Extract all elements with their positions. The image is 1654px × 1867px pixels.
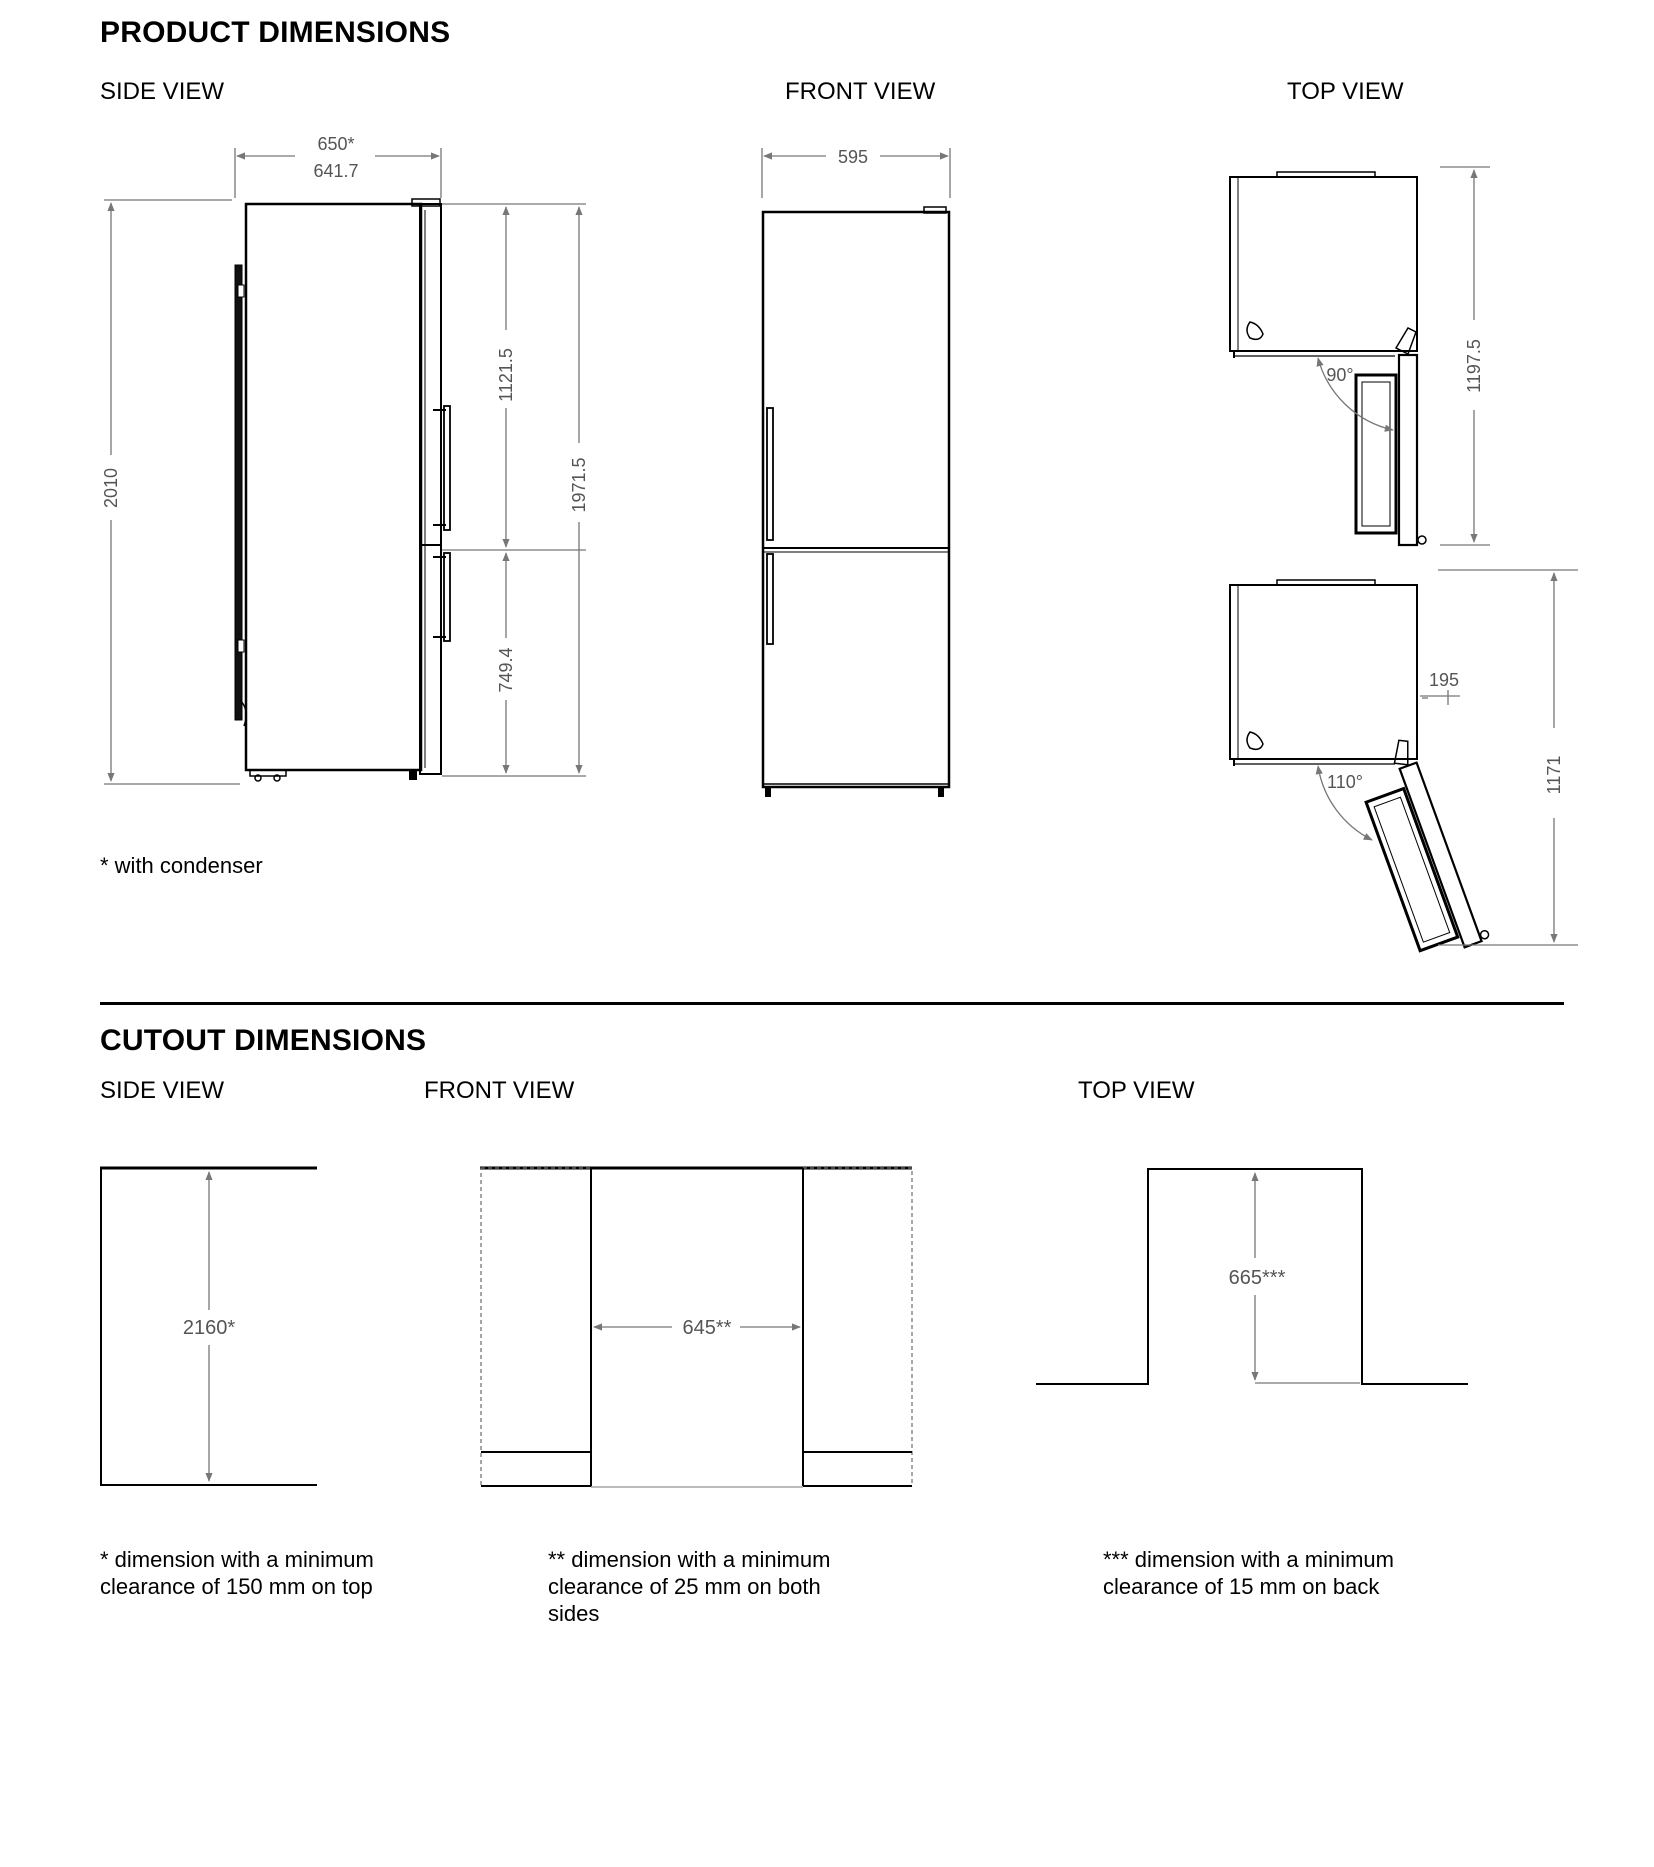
- side-total-height-label: 2010: [101, 467, 121, 509]
- cutout-side-note-line-1: * dimension with a minimum: [100, 1547, 374, 1572]
- cutout-side-view-label: SIDE VIEW: [100, 1077, 225, 1104]
- cutout-dimensions-title: CUTOUT DIMENSIONS: [100, 1024, 427, 1057]
- top90-depth-label: 1197.5: [1464, 339, 1484, 393]
- top90-angle-label: 90°: [1326, 365, 1354, 385]
- side-door-strip: [420, 204, 441, 774]
- cutout-front-note-line-2: clearance of 25 mm on both: [548, 1574, 821, 1599]
- side-fridge-body: [246, 204, 421, 770]
- cutout-width-label: 645**: [682, 1317, 732, 1339]
- top110-fridge-body: [1230, 585, 1417, 759]
- cutout-front-view-label: FRONT VIEW: [424, 1077, 575, 1104]
- product-top-view-label: TOP VIEW: [1287, 78, 1404, 105]
- cutout-top-note-line-2: clearance of 15 mm on back: [1103, 1574, 1380, 1599]
- product-top-view-110-drawing: [1230, 570, 1578, 962]
- cutout-height-label: 2160*: [182, 1317, 236, 1339]
- side-depth-condenser-label: 650*: [317, 134, 355, 154]
- side-body-height-label: 1971.5: [569, 457, 589, 513]
- product-front-view-drawing: [762, 147, 950, 797]
- product-top-view-90-drawing: [1230, 167, 1490, 545]
- cutout-top-view-drawing: [1036, 1169, 1468, 1384]
- cutout-depth-label: 665***: [1228, 1267, 1286, 1289]
- condenser-note: * with condenser: [100, 853, 263, 878]
- cutout-top-note-line-1: *** dimension with a minimum: [1103, 1547, 1394, 1572]
- product-side-view-label: SIDE VIEW: [100, 78, 225, 105]
- front-width-label: 595: [837, 147, 869, 167]
- front-lower-handle: [767, 554, 773, 644]
- top90-open-door: [1356, 328, 1426, 545]
- front-fridge-body: [763, 212, 949, 787]
- front-upper-handle: [767, 408, 773, 540]
- cutout-top-view-label: TOP VIEW: [1078, 1077, 1195, 1104]
- cutout-side-view-drawing: [100, 1168, 317, 1485]
- cutout-front-view-drawing: [480, 1168, 912, 1487]
- product-side-view-drawing: [101, 134, 589, 784]
- top110-angle-label: 110°: [1327, 772, 1363, 792]
- product-front-view-label: FRONT VIEW: [785, 78, 936, 105]
- top110-clearance-label: 195: [1428, 670, 1460, 690]
- cutout-side-note-line-2: clearance of 150 mm on top: [100, 1574, 373, 1599]
- cutout-front-note-line-1: ** dimension with a minimum: [548, 1547, 831, 1572]
- side-depth-label: 641.7: [313, 161, 359, 181]
- top90-fridge-body: [1230, 177, 1417, 351]
- cutout-front-note-line-3: sides: [548, 1601, 600, 1626]
- product-dimensions-title: PRODUCT DIMENSIONS: [100, 16, 451, 49]
- top110-depth-label: 1171: [1544, 755, 1564, 795]
- top110-open-door: [1350, 734, 1490, 962]
- side-upper-door-label: 1121.5: [496, 348, 516, 402]
- side-lower-door-label: 749.4: [496, 647, 516, 693]
